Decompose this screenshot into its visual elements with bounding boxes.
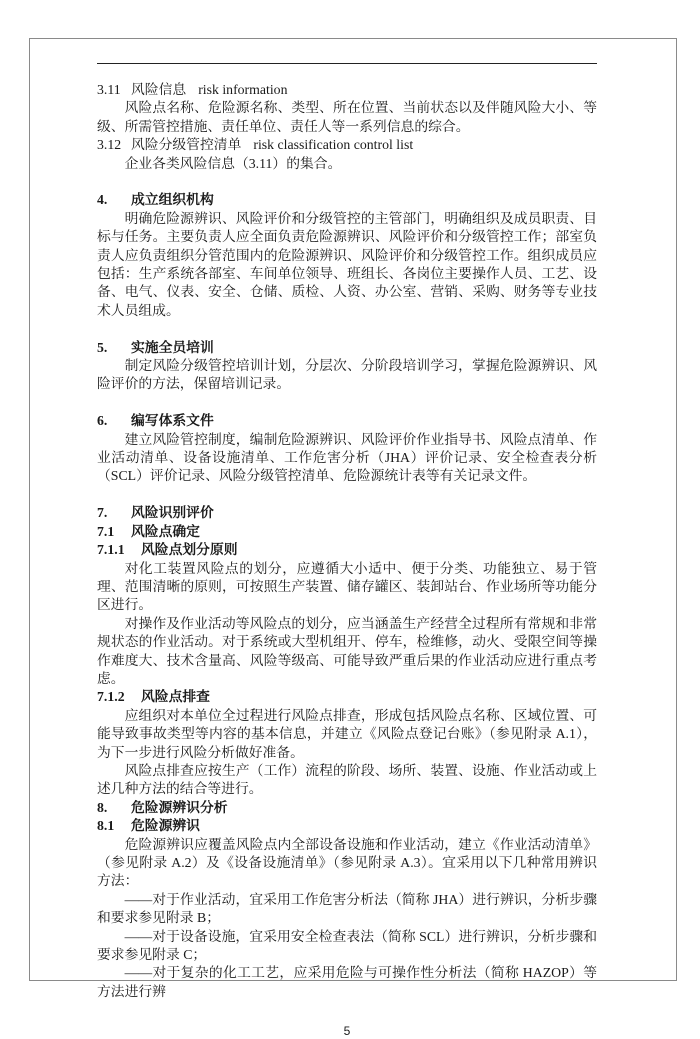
section-heading-7-1-2: 7.1.2 风险点排查 (97, 689, 210, 705)
section-7-1-1-paragraph-1: 对化工装置风险点的划分，应遵循大小适中、便于分类、功能独立、易于管理、范围清晰的原则，可按照生产装置、储存罐区、装卸站台、作业场所等功能分区进行。 (97, 560, 597, 613)
section-heading-5: 5. 实施全员培训 (97, 339, 214, 355)
page-number: 5 (343, 1024, 351, 1039)
document-body (97, 81, 597, 1001)
section-5-paragraph: 制定风险分级管控培训计划，分层次、分阶段培训学习，掌握危险源辨识、风险评价的方法，保留培训记录。 (97, 358, 597, 392)
header-rule (97, 63, 597, 64)
term-heading-3-11: 3.11 风险信息 risk information (97, 82, 288, 97)
section-8-1-paragraph: 危险源辨识应覆盖风险点内全部设备设施和作业活动，建立《作业活动清单》（参见附录 A.2）及《设备设施清单》（参见附录 A.3）。宜采用以下几种常用辨识方法： (97, 836, 597, 889)
term-definition-3-12: 企业各类风险信息（3.11）的集合。 (124, 155, 342, 171)
section-heading-8: 8. 危险源辨识分析 (97, 799, 228, 815)
section-heading-6: 6. 编写体系文件 (97, 413, 214, 429)
section-heading-7: 7. 风险识别评价 (97, 505, 214, 521)
page-flow (97, 81, 597, 1039)
section-heading-8-1: 8.1 危险源辨识 (97, 818, 200, 834)
method-list-item: ——对于设备设施，宜采用安全检查表法（简称 SCL）进行辨识，分析步骤和要求参见附录 C； (97, 928, 597, 963)
section-heading-4: 4. 成立组织机构 (97, 192, 214, 208)
section-7-1-1-paragraph-2: 对操作及作业活动等风险点的划分，应当涵盖生产经营全过程所有常规和非常规状态的作业活动。对于系统或大型机组开、停车，检维修，动火、受限空间等操作难度大、技术含量高、风险等级高、可能导致严重后果的作业活动应进行重点考虑。 (97, 615, 597, 686)
term-heading-3-12: 3.12 风险分级管控清单 risk classification control list (97, 137, 414, 153)
method-list-item: ——对于作业活动，宜采用工作危害分析法（简称 JHA）进行辨识，分析步骤和要求参见附录 B； (97, 891, 597, 926)
section-7-1-2-paragraph-2: 风险点排查应按生产（工作）流程的阶段、场所、装置、设施、作业活动或上述几种方法的结合等进行。 (97, 762, 597, 797)
section-heading-7-1-1: 7.1.1 风险点划分原则 (97, 542, 238, 558)
section-4-paragraph: 明确危险源辨识、风险评价和分级管控的主管部门，明确组织及成员职责、目标与任务。主要负责人应全面负责危险源辨识、风险评价和分级管控工作；部室负责人应负责组织分管范围内的危险源辨识、风险评价和分级管控工作。组织成员应包括：生产系统各部室、车间单位领导、班组长、各岗位主要操作人员、工艺、设备、电气、仪表、安全、仓储、质检、人资、办公室、营销、采购、财务等专业技术人员组成。 (97, 210, 597, 318)
term-definition-3-11: 风险点名称、危险源名称、类型、所在位置、当前状态以及伴随风险大小、等级、所需管控措施、责任单位、责任人等一系列信息的综合。 (97, 100, 597, 134)
section-heading-7-1: 7.1 风险点确定 (97, 523, 200, 539)
section-6-paragraph: 建立风险管控制度，编制危险源辨识、风险评价作业指导书、风险点清单、作业活动清单、设备设施清单、工作危害分析（JHA）评价记录、安全检查表分析（SCL）评价记录、风险分级管控清单、危险源统计表等有关记录文件。 (97, 431, 597, 484)
section-7-1-2-paragraph-1: 应组织对本单位全过程进行风险点排查，形成包括风险点名称、区域位置、可能导致事故类型等内容的基本信息，并建立《风险点登记台账》（参见附录 A.1），为下一步进行风险分析做好准备。 (97, 707, 597, 760)
method-list-item: ——对于复杂的化工工艺，应采用危险与可操作性分析法（简称 HAZOP）等方法进行辨 (97, 965, 597, 999)
